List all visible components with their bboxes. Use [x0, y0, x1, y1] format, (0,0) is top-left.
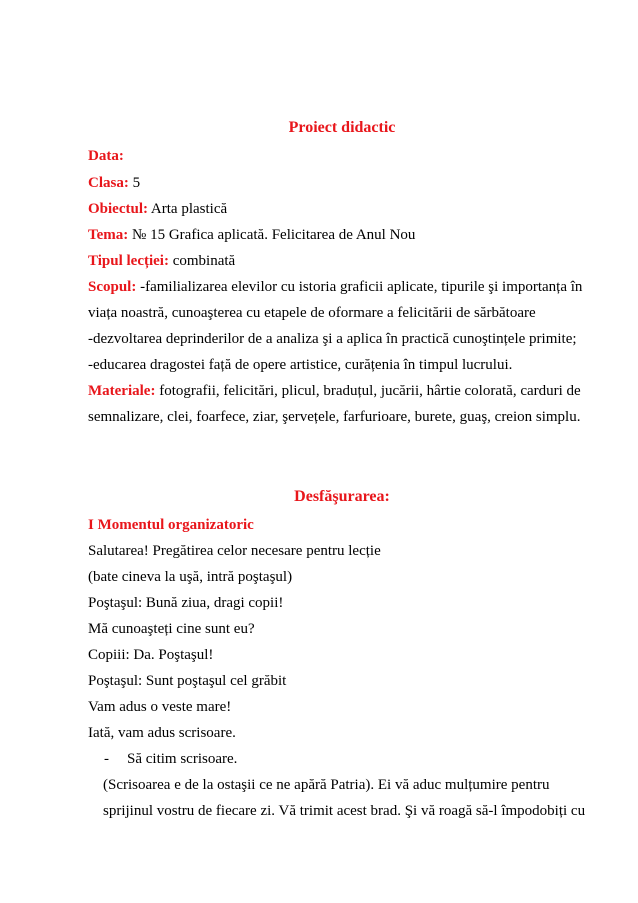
body-line: Mă cunoaşteți cine sunt eu? — [88, 621, 255, 637]
tipul-label: Tipul lecției: — [88, 253, 169, 269]
section-title: Desfăşurarea: — [294, 488, 390, 505]
section-heading: I Momentul organizatoric — [88, 517, 254, 533]
materiale-label: Materiale: — [88, 383, 156, 399]
body-line: Salutarea! Pregătirea celor necesare pentru lecție — [88, 543, 381, 559]
list-bullet: - — [104, 751, 109, 767]
materiale-value-2: semnalizare, clei, foarfece, ziar, şervețele, farfurioare, burete, guaş, creion simplu. — [88, 409, 581, 425]
data-label: Data: — [88, 148, 124, 164]
scopul-label: Scopul: — [88, 279, 137, 295]
field-obiectul — [88, 201, 227, 218]
body-line: Poştaşul: Sunt poştaşul cel grăbit — [88, 673, 287, 689]
tipul-value: combinată — [168, 253, 236, 269]
body-line: (bate cineva la uşă, intră poştaşul) — [88, 569, 293, 585]
scopul-value-4: -educarea dragostei față de opere artistice, curățenia în timpul lucrului. — [88, 357, 513, 373]
field-data — [88, 148, 124, 165]
obiectul-value: Arta plastică — [148, 201, 228, 217]
indented-line: sprijinul vostru de fiecare zi. Vă trimit acest brad. Şi vă roagă să-l împodobiți cu — [103, 803, 586, 819]
scopul-value-1: -familializarea elevilor cu istoria graficii aplicate, tipurile şi importanța în — [136, 279, 583, 295]
field-clasa — [88, 175, 140, 192]
scopul-value-2: viața noastră, cunoaşterea cu etapele de oformare a felicitării de sărbătoare — [88, 305, 536, 321]
body-line: Iată, vam adus scrisoare. — [88, 725, 236, 741]
clasa-label: Clasa: — [88, 175, 129, 191]
list-item-text: Să citim scrisoare. — [127, 751, 238, 767]
body-line: Vam adus o veste mare! — [88, 699, 232, 715]
field-tipul-lectiei — [88, 253, 235, 270]
field-materiale — [88, 383, 581, 400]
scopul-value-3: -dezvoltarea deprinderilor de a analiza şi a aplica în practică cunoştințele primite; — [88, 331, 577, 347]
body-line: Poştaşul: Bună ziua, dragi copii! — [88, 595, 284, 611]
tema-label: Tema: — [88, 227, 129, 243]
field-tema — [88, 227, 415, 244]
materiale-value-1: fotografii, felicitări, plicul, braduțul, jucării, hârtie colorată, carduri de — [155, 383, 581, 399]
field-scopul — [88, 279, 582, 296]
indented-line: (Scrisoarea e de la ostaşii ce ne apără Patria). Ei vă aduc mulțumire pentru — [103, 777, 550, 793]
clasa-value: 5 — [128, 175, 141, 191]
tema-value: № 15 Grafica aplicată. Felicitarea de Anul Nou — [128, 227, 416, 243]
document-title: Proiect didactic — [288, 119, 396, 136]
obiectul-label: Obiectul: — [88, 201, 148, 217]
body-line: Copiii: Da. Poştaşul! — [88, 647, 214, 663]
